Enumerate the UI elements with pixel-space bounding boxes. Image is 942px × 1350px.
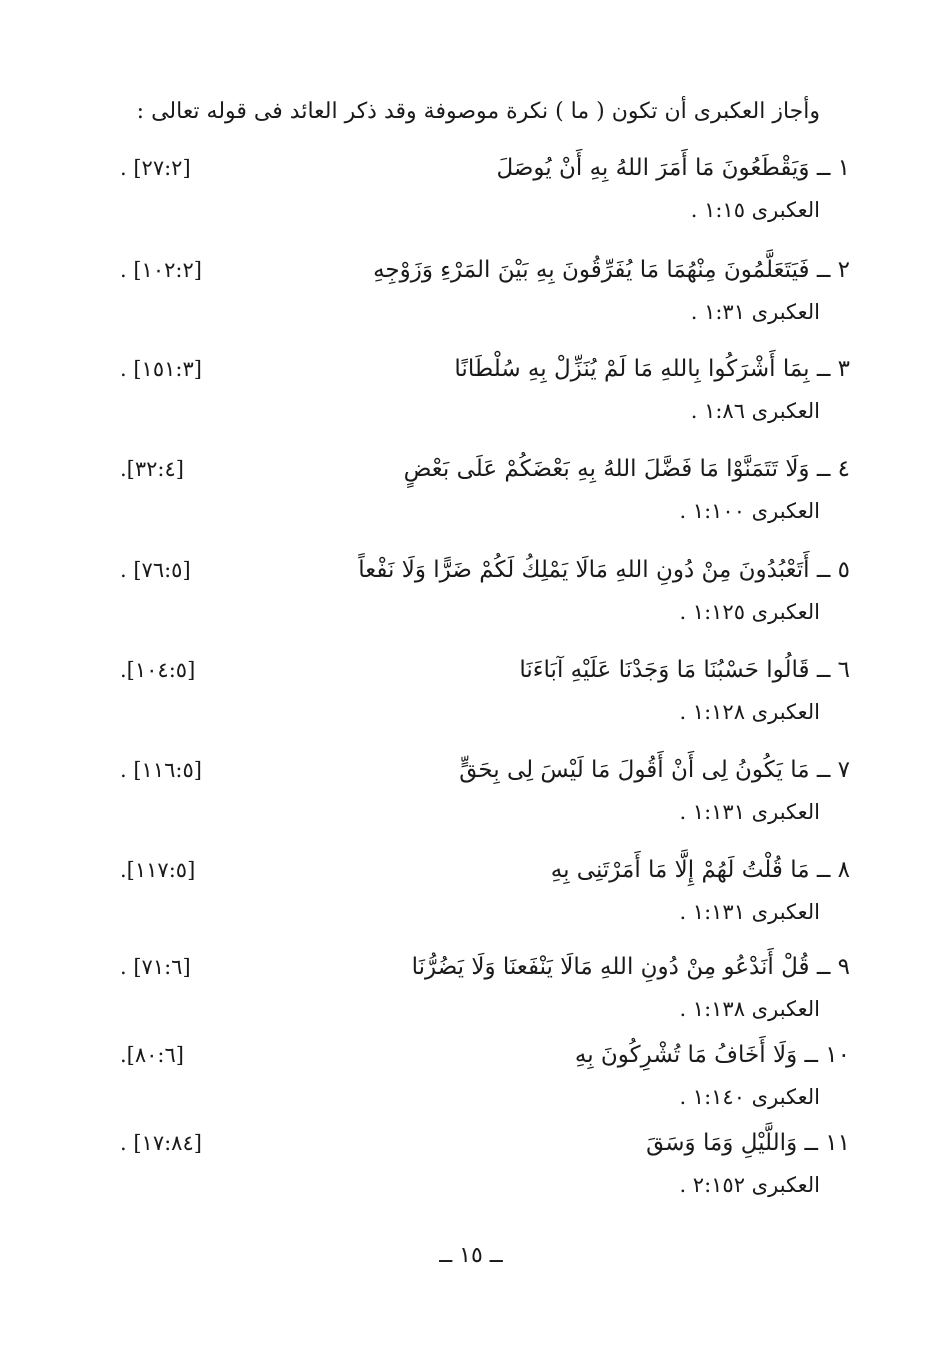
verse-reference: .[١٠٤:٥]: [120, 658, 196, 682]
source-citation: العكبرى ١:١٣٨ .: [679, 997, 820, 1021]
verse-reference: .[١١٧:٥]: [120, 858, 196, 882]
source-citation: العكبرى ١:١٢٨ .: [679, 700, 820, 724]
source-citation: العكبرى ١:٨٦ .: [690, 399, 820, 423]
entry-11: [120, 1123, 850, 1213]
verse-text: ١٠ ــ وَلَا أَخَافُ مَا تُشْرِكُونَ بِهِ: [574, 1042, 850, 1068]
verse-text: ٩ ــ قُلْ أَنَدْعُو مِنْ دُونِ اللهِ مَالَا يَنْفَعنَا وَلَا يَضُرُّنَا: [411, 954, 850, 980]
intro-paragraph: وأجاز العكبرى أن تكون ( ما ) نكرة موصوفة وقد ذكر العائد فى قوله تعالى :: [136, 99, 820, 124]
verse-reference: . [٧١:٦]: [120, 955, 191, 979]
entry-10: [120, 1035, 850, 1125]
verse-reference: . [١١٦:٥]: [120, 758, 202, 782]
verse-text: ١ ــ وَيَقْطَعُونَ مَا أَمَرَ اللهُ بِهِ أَنْ يُوصَلَ: [496, 155, 850, 181]
verse-text: ٢ ــ فَيَتَعَلَّمُونَ مِنْهُمَا مَا يُفَرِّقُونَ بِهِ بَيْنَ المَرْءِ وَزَوْجِهِ: [373, 257, 850, 283]
verse-reference: . [٧٦:٥]: [120, 558, 191, 582]
verse-reference: .[٣٢:٤]: [120, 457, 184, 481]
verse-text: ١١ ــ وَاللَّيْلِ وَمَا وَسَقَ: [646, 1130, 850, 1156]
verse-text: ٤ ــ وَلَا تَتَمَنَّوْا مَا فَضَّلَ اللهُ بِهِ بَعْضَكُمْ عَلَى بَعْضٍ: [403, 456, 850, 482]
source-citation: العكبرى ١:١٣١ .: [679, 800, 820, 824]
source-citation: العكبرى ١:٣١ .: [690, 300, 820, 324]
page-number: ــ ١٥ ــ: [439, 1243, 503, 1268]
verse-text: ٧ ــ مَا يَكُونُ لِى أَنْ أَقُولَ مَا لَيْسَ لِى بِحَقٍّ: [459, 757, 850, 783]
verse-reference: . [١٥١:٣]: [120, 357, 202, 381]
entry-4: [120, 449, 850, 539]
entry-9: [120, 947, 850, 1037]
verse-text: ٥ ــ أَتَعْبُدُونَ مِنْ دُونِ اللهِ مَالَا يَمْلِكُ لَكُمْ ضَرًّا وَلَا نَفْعاً: [358, 557, 850, 583]
entry-2: [120, 250, 850, 340]
entry-3: [120, 349, 850, 439]
entry-8: [120, 850, 850, 940]
entry-1: [120, 148, 850, 238]
source-citation: العكبرى ٢:١٥٢ .: [679, 1173, 820, 1197]
entry-7: [120, 750, 850, 840]
source-citation: العكبرى ١:١٤٠ .: [679, 1085, 820, 1109]
source-citation: العكبرى ١:١٢٥ .: [679, 600, 820, 624]
entry-6: [120, 650, 850, 740]
entry-5: [120, 550, 850, 640]
verse-text: ٣ ــ بِمَا أَشْرَكُوا بِاللهِ مَا لَمْ يُنَزِّلْ بِهِ سُلْطَانًا: [454, 356, 850, 382]
source-citation: العكبرى ١:١٥ .: [690, 198, 820, 222]
verse-reference: . [٢٧:٢]: [120, 156, 191, 180]
verse-reference: . [١٠٢:٢]: [120, 258, 202, 282]
source-citation: العكبرى ١:١٣١ .: [679, 900, 820, 924]
verse-reference: .[٨٠:٦]: [120, 1043, 184, 1067]
verse-text: ٨ ــ مَا قُلْتُ لَهُمْ إِلَّا مَا أَمَرْتَنِى بِهِ: [550, 857, 850, 883]
source-citation: العكبرى ١:١٠٠ .: [679, 499, 820, 523]
verse-reference: . [١٧:٨٤]: [120, 1131, 202, 1155]
verse-text: ٦ ــ قَالُوا حَسْبُنَا مَا وَجَدْنَا عَلَيْهِ آبَاءَنَا: [519, 657, 850, 683]
